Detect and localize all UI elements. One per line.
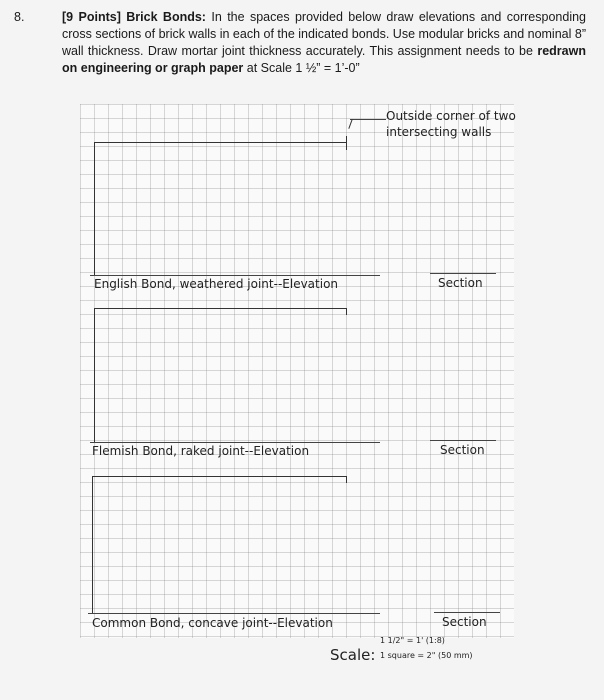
note-line-1: Outside corner of two [386, 109, 516, 123]
scale-label: Scale: [330, 646, 376, 664]
common-bond-section-label: Section [442, 615, 487, 629]
english-bond-elevation-label: English Bond, weathered joint--Elevation [94, 277, 339, 291]
question-title: [9 Points] Brick Bonds: [62, 10, 206, 24]
english-bond-corner-tick [346, 136, 347, 150]
common-bond-elevation-box [92, 476, 347, 614]
scale-square-size: 1 square = 2" (50 mm) [380, 651, 473, 660]
flemish-bond-elevation-box [94, 308, 347, 443]
english-bond-section-label: Section [438, 276, 483, 290]
english-bond-section-line [430, 273, 496, 274]
question-body-1: In the spaces provided below draw elevations and corresponding cross sections of brick walls in each of the indicated bonds. Use modular bricks and nominal 8” wall thickness. Draw mortar joint thickness accurately. This assignment needs to be [62, 10, 586, 58]
flemish-bond-elevation-label: Flemish Bond, raked joint--Elevation [92, 444, 310, 458]
common-bond-elevation-label: Common Bond, concave joint--Elevation [92, 616, 333, 630]
scale-ratio: 1 1/2" = 1' (1:8) [380, 636, 445, 645]
common-bond-corner-tick [346, 476, 347, 483]
note-leader-line [350, 119, 386, 120]
flemish-bond-section-line [430, 440, 496, 441]
question-bold-phrase: redrawn on engineering or graph paper [62, 44, 586, 75]
common-bond-baseline [88, 613, 380, 614]
flemish-bond-section-label: Section [440, 443, 485, 457]
note-line-2: intersecting walls [386, 125, 492, 139]
question-body-2: at Scale 1 ½” = 1’-0” [243, 61, 360, 75]
english-bond-elevation-box [94, 142, 347, 276]
flemish-bond-baseline [90, 442, 380, 443]
question-text [62, 9, 586, 77]
question-number: 8. [14, 10, 25, 24]
english-bond-baseline [90, 275, 380, 276]
common-bond-section-line [434, 612, 500, 613]
flemish-bond-corner-tick [346, 308, 347, 315]
